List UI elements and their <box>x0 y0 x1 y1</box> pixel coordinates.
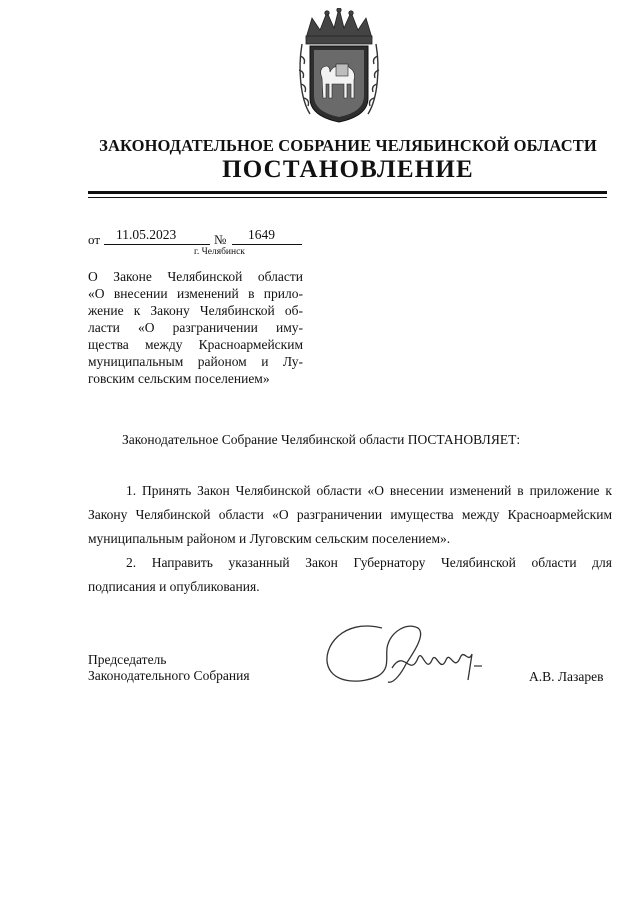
paragraph-line: 1. Принять Закон Челябинской области «О внесении изменений в приложение к <box>126 483 612 498</box>
city-label: г. Челябинск <box>194 247 245 257</box>
signer-position-line: Законодательного Собрания <box>88 668 250 683</box>
paragraph-line: 2. Направить указанный Закон Губернатору Челябинской области для <box>126 555 612 570</box>
resolution-item-2 <box>88 551 612 599</box>
signer-position <box>88 652 250 684</box>
resolution-preamble: Законодательное Собрание Челябинской области ПОСТАНОВЛЯЕТ: <box>122 432 521 447</box>
paragraph-line: подписания и опубликования. <box>88 579 260 594</box>
paragraph-line: Закону Челябинской области «О разграничении имущества между Красноармейским <box>88 507 612 522</box>
subject-line: «О внесении изменений в прило- <box>88 286 303 301</box>
header-rule-thick <box>88 191 607 194</box>
subject-line: говским сельским поселением» <box>88 371 270 386</box>
subject-line: О Законе Челябинской области <box>88 269 303 284</box>
signer-name: А.В. Лазарев <box>529 669 604 684</box>
subject-line: муниципальным районом и Лу- <box>88 354 303 369</box>
coat-of-arms-emblem <box>296 8 382 126</box>
resolution-item-1 <box>88 479 612 551</box>
handwritten-signature <box>322 618 488 692</box>
paragraph-line: муниципальным районом и Луговским сельским поселением». <box>88 531 451 546</box>
number-label: № <box>214 232 227 247</box>
subject-line: щества между Красноармейским <box>88 337 303 352</box>
date-prefix-label: от <box>88 232 101 247</box>
signer-position-line: Председатель <box>88 652 167 667</box>
header-rule-thin <box>88 197 607 198</box>
crown-icon <box>306 8 372 44</box>
subject-line: ласти «О разграничении иму- <box>88 320 303 335</box>
document-number: 1649 <box>248 227 275 242</box>
document-type-title: ПОСТАНОВЛЕНИЕ <box>222 156 474 183</box>
document-subject <box>88 268 303 387</box>
organization-name: ЗАКОНОДАТЕЛЬНОЕ СОБРАНИЕ ЧЕЛЯБИНСКОЙ ОБЛАСТИ <box>99 136 597 155</box>
document-date: 11.05.2023 <box>116 227 177 242</box>
subject-line: жение к Закону Челябинской об- <box>88 303 303 318</box>
date-underline <box>104 244 210 245</box>
number-underline <box>232 244 302 245</box>
